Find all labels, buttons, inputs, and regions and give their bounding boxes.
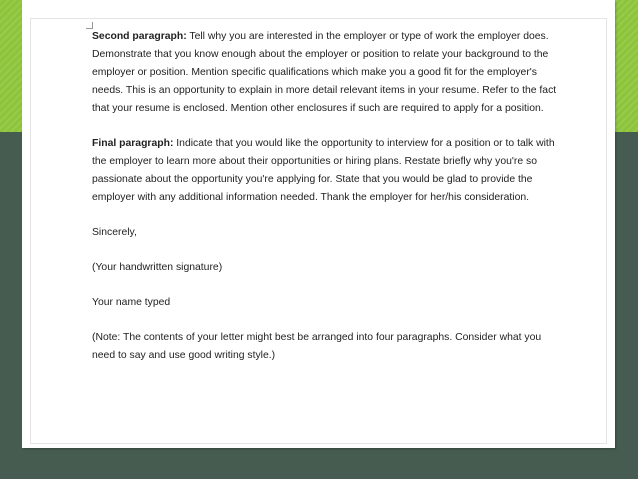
second-paragraph (92, 28, 562, 118)
closing-line: Sincerely, (92, 227, 137, 238)
note-paragraph: (Note: The contents of your letter might best be arranged into four paragraphs. Consider what you need to say and use good writing style.) (92, 332, 542, 361)
signature-line: (Your handwritten signature) (92, 262, 223, 273)
final-paragraph-text: Indicate that you would like the opportunity to interview for a position or to talk with the employer to learn more about their opportunities or hiring plans. Restate briefly why you're so passionate about the opportunity you're applying for. State that you would be glad to provide the employer with any additional information needed. Thank the employer for her/his consideration. (92, 138, 555, 203)
typed-name-line: Your name typed (92, 297, 171, 308)
final-paragraph (92, 135, 562, 207)
second-paragraph-heading: Second paragraph: (92, 31, 187, 42)
document-page (22, 0, 615, 448)
final-paragraph-heading: Final paragraph: (92, 138, 174, 149)
second-paragraph-text: Tell why you are interested in the employer or type of work the employer does. Demonstrate that you know enough about the employer or position to relate your background to the employer or position. Mention specific qualifications which make you a good fit for the employer's needs. This is an opportunity to explain in more detail relevant items in your resume. Refer to the fact that your resume is enclosed. Mention other enclosures if such are required to apply for a position. (92, 31, 557, 114)
letter-body (92, 28, 562, 382)
